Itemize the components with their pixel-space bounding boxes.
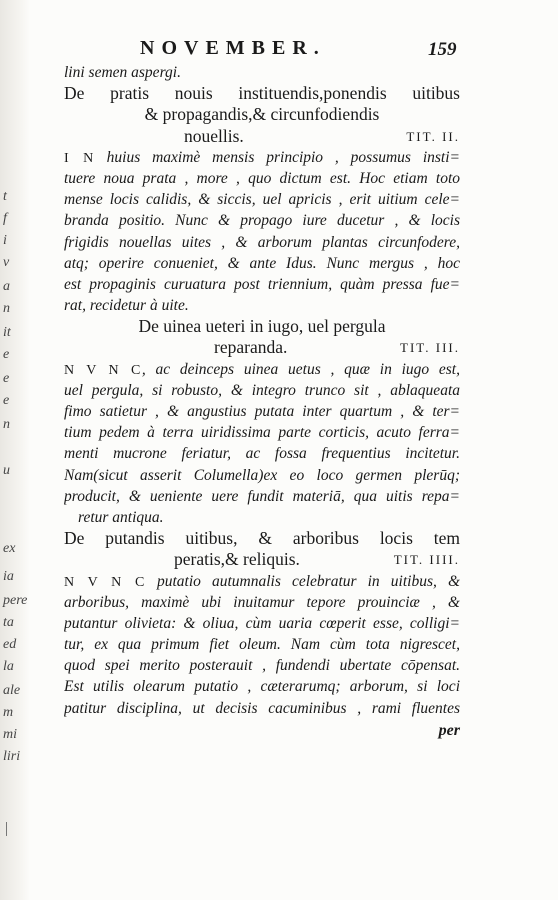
margin-fragment: t bbox=[3, 189, 7, 204]
margin-fragment: la bbox=[3, 659, 14, 674]
initial-word: N V N C bbox=[64, 362, 142, 378]
margin-fragment: mi bbox=[3, 727, 17, 742]
text-line: uel pergula, si robusto, & integro trunco sit , ablaqueata bbox=[64, 381, 460, 399]
text-line: atq; operire conueniet, & ante Idus. Nunc mergus , hoc bbox=[64, 254, 460, 272]
section-heading: & propagandis,& circunfodiendis bbox=[144, 104, 380, 125]
line-text: huius maximè mensis principio , possumus insti= bbox=[106, 148, 460, 166]
text-line: producit, & ueniente uere fundit materiā, qua uitis repa= bbox=[64, 487, 460, 505]
line-text: putatio autumnalis celebratur in uitibus, & bbox=[156, 572, 460, 590]
text-line: putantur olivieta: & oliua, cùm uaria cœperit esse, colligi= bbox=[64, 614, 460, 632]
binding-mark bbox=[6, 822, 13, 836]
margin-fragment: a bbox=[3, 279, 10, 294]
margin-fragment: m bbox=[3, 705, 14, 720]
margin-fragment: u bbox=[3, 463, 10, 478]
text-line: tur, ex qua primum fiet oleum. Nam cùm tota nigrescet, bbox=[64, 636, 460, 654]
margin-fragment: i bbox=[3, 233, 7, 248]
heading-tail: reparanda. bbox=[214, 337, 288, 358]
margin-fragment: pere bbox=[3, 593, 28, 608]
section-heading-end bbox=[64, 126, 460, 147]
running-title: NOVEMBER. bbox=[140, 37, 326, 59]
heading-tail: nouellis. bbox=[184, 125, 244, 146]
catchword: per bbox=[438, 721, 460, 739]
margin-fragment: ex bbox=[3, 541, 16, 556]
initial-word: N V N C bbox=[64, 574, 146, 590]
text-line: menti mucrone feriatur, ac fossa frequentius incitetur. bbox=[64, 445, 460, 463]
initial-word: I N bbox=[64, 150, 95, 166]
text-line: mense locis calidis, & siccis, uel apricis , erit uitium cele= bbox=[64, 191, 460, 209]
text-line: patitur disciplina, ut decisis cacuminibus , rami fluentes bbox=[64, 699, 460, 717]
title-number: TIT. IIII. bbox=[393, 552, 460, 568]
text-line: lini semen aspergi. bbox=[64, 64, 181, 81]
text-line: retur antiqua. bbox=[78, 508, 164, 526]
text-line: Est utilis olearum putatio , cæterarumq; arborum, si loci bbox=[64, 678, 460, 696]
title-number: TIT. II. bbox=[406, 128, 460, 144]
text-line: quod spei merito posterauit , fundendi ubertate cōpensat. bbox=[64, 657, 460, 675]
text-line: frigidis nouellas uites , & arborum plantas circunfodere, bbox=[64, 233, 460, 251]
text-line: est propaginis curuatura post triennium, quàm pressa fue= bbox=[64, 275, 460, 293]
margin-fragment: e bbox=[3, 347, 10, 362]
text-line: fimo satietur , & angustius putata inter quartum , & ter= bbox=[64, 403, 460, 420]
title-number: TIT. III. bbox=[400, 340, 460, 356]
text-line: Nam(sicut asserit Columella)ex eo loco germen plerūq; bbox=[64, 466, 460, 484]
margin-fragment: it bbox=[3, 325, 11, 340]
margin-fragment: n bbox=[3, 301, 10, 316]
margin-fragment: e bbox=[3, 371, 10, 386]
section-heading: De putandis uitibus, & arboribus locis tem bbox=[64, 528, 460, 549]
section-heading: De pratis nouis instituendis,ponendis uitibus bbox=[64, 83, 460, 104]
text-line: rat, recidetur à uite. bbox=[64, 297, 189, 315]
margin-fragment: liri bbox=[3, 749, 21, 764]
margin-fragment: f bbox=[3, 211, 7, 226]
heading-tail: peratis,& reliquis. bbox=[174, 549, 300, 570]
text-line: arboribus, maximè ubi inuitamur tepore prouinciæ , & bbox=[64, 593, 460, 611]
text-line: branda positio. Nunc & propago iure ducetur , & locis bbox=[64, 212, 460, 230]
text-line: tuere noua prata , more , quo dictum est. Hoc etiam toto bbox=[64, 169, 460, 187]
facing-page-edge bbox=[0, 0, 30, 900]
section-heading: De uinea ueteri in iugo, uel pergula bbox=[138, 316, 386, 337]
margin-fragment: ale bbox=[3, 683, 21, 698]
main-text bbox=[64, 62, 460, 743]
line-text: , ac deinceps uinea uetus , quæ in iugo est, bbox=[141, 360, 460, 378]
text-line bbox=[64, 571, 460, 592]
margin-fragment: ia bbox=[3, 569, 14, 584]
margin-fragment: v bbox=[3, 255, 10, 270]
text-line bbox=[64, 147, 460, 168]
margin-fragment: e bbox=[3, 393, 10, 408]
page-number: 159 bbox=[428, 39, 457, 60]
margin-fragment: n bbox=[3, 417, 10, 432]
text-line: tium pedem à terra uiridissima parte corticis, acuto ferra= bbox=[64, 424, 460, 442]
section-heading-end bbox=[64, 337, 460, 358]
section-heading-end bbox=[64, 549, 460, 570]
text-line bbox=[64, 359, 460, 380]
margin-fragment: ta bbox=[3, 615, 14, 630]
margin-fragment: ed bbox=[3, 637, 17, 652]
